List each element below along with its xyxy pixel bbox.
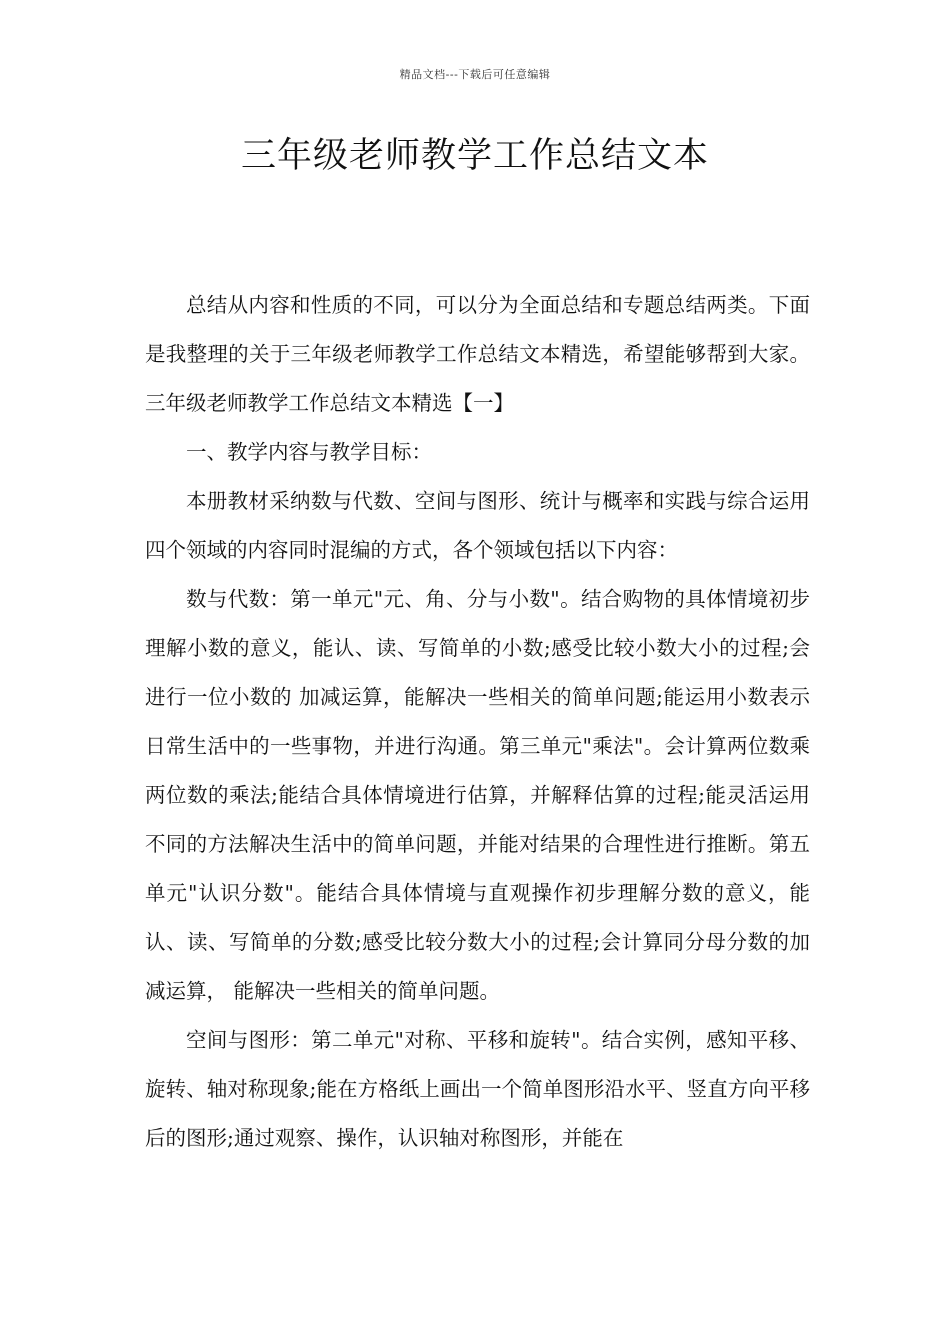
header-note: 精品文档---下载后可任意编辑 [399, 68, 551, 81]
paragraph-space-shape: 空间与图形：第二单元"对称、平移和旋转"。结合实例，感知平移、旋转、轴对称现象;能在方格纸上画出一个简单图形沿水平、竖直方向平移后的图形;通过观察、操作，认识轴对称图形，并能在 [145, 1028, 810, 1150]
paragraph-section-heading: 一、教学内容与教学目标： [186, 440, 432, 464]
document-body [145, 281, 810, 1163]
paragraph-intro: 总结从内容和性质的不同，可以分为全面总结和专题总结两类。下面是我整理的关于三年级老师教学工作总结文本精选，希望能够帮到大家。三年级老师教学工作总结文本精选【一】 [145, 293, 810, 415]
paragraph-textbook-overview: 本册教材采纳数与代数、空间与图形、统计与概率和实践与综合运用四个领域的内容同时混编的方式，各个领域包括以下内容： [145, 489, 810, 562]
paragraph-number-algebra: 数与代数：第一单元"元、角、分与小数"。结合购物的具体情境初步理解小数的意义，能认、读、写简单的小数;感受比较小数大小的过程;会进行一位小数的 加减运算，能解决一些相关的简单问题;能运用小数表示日常生活中的一些事物，并进行沟通。第三单元"乘法"。会计算两位数乘两位数的乘法;能结合具体情境进行估算，并解释估算的过程;能灵活运用不同的方法解决生活中的简单问题，并能对结果的合理性进行推断。第五单元"认识分数"。能结合具体情境与直观操作初步理解分数的意义，能认、读、写简单的分数;感受比较分数大小的过程;会计算同分母分数的加减运算， 能解决一些相关的简单问题。 [145, 587, 810, 1003]
document-title: 三年级老师教学工作总结文本 [240, 136, 709, 176]
